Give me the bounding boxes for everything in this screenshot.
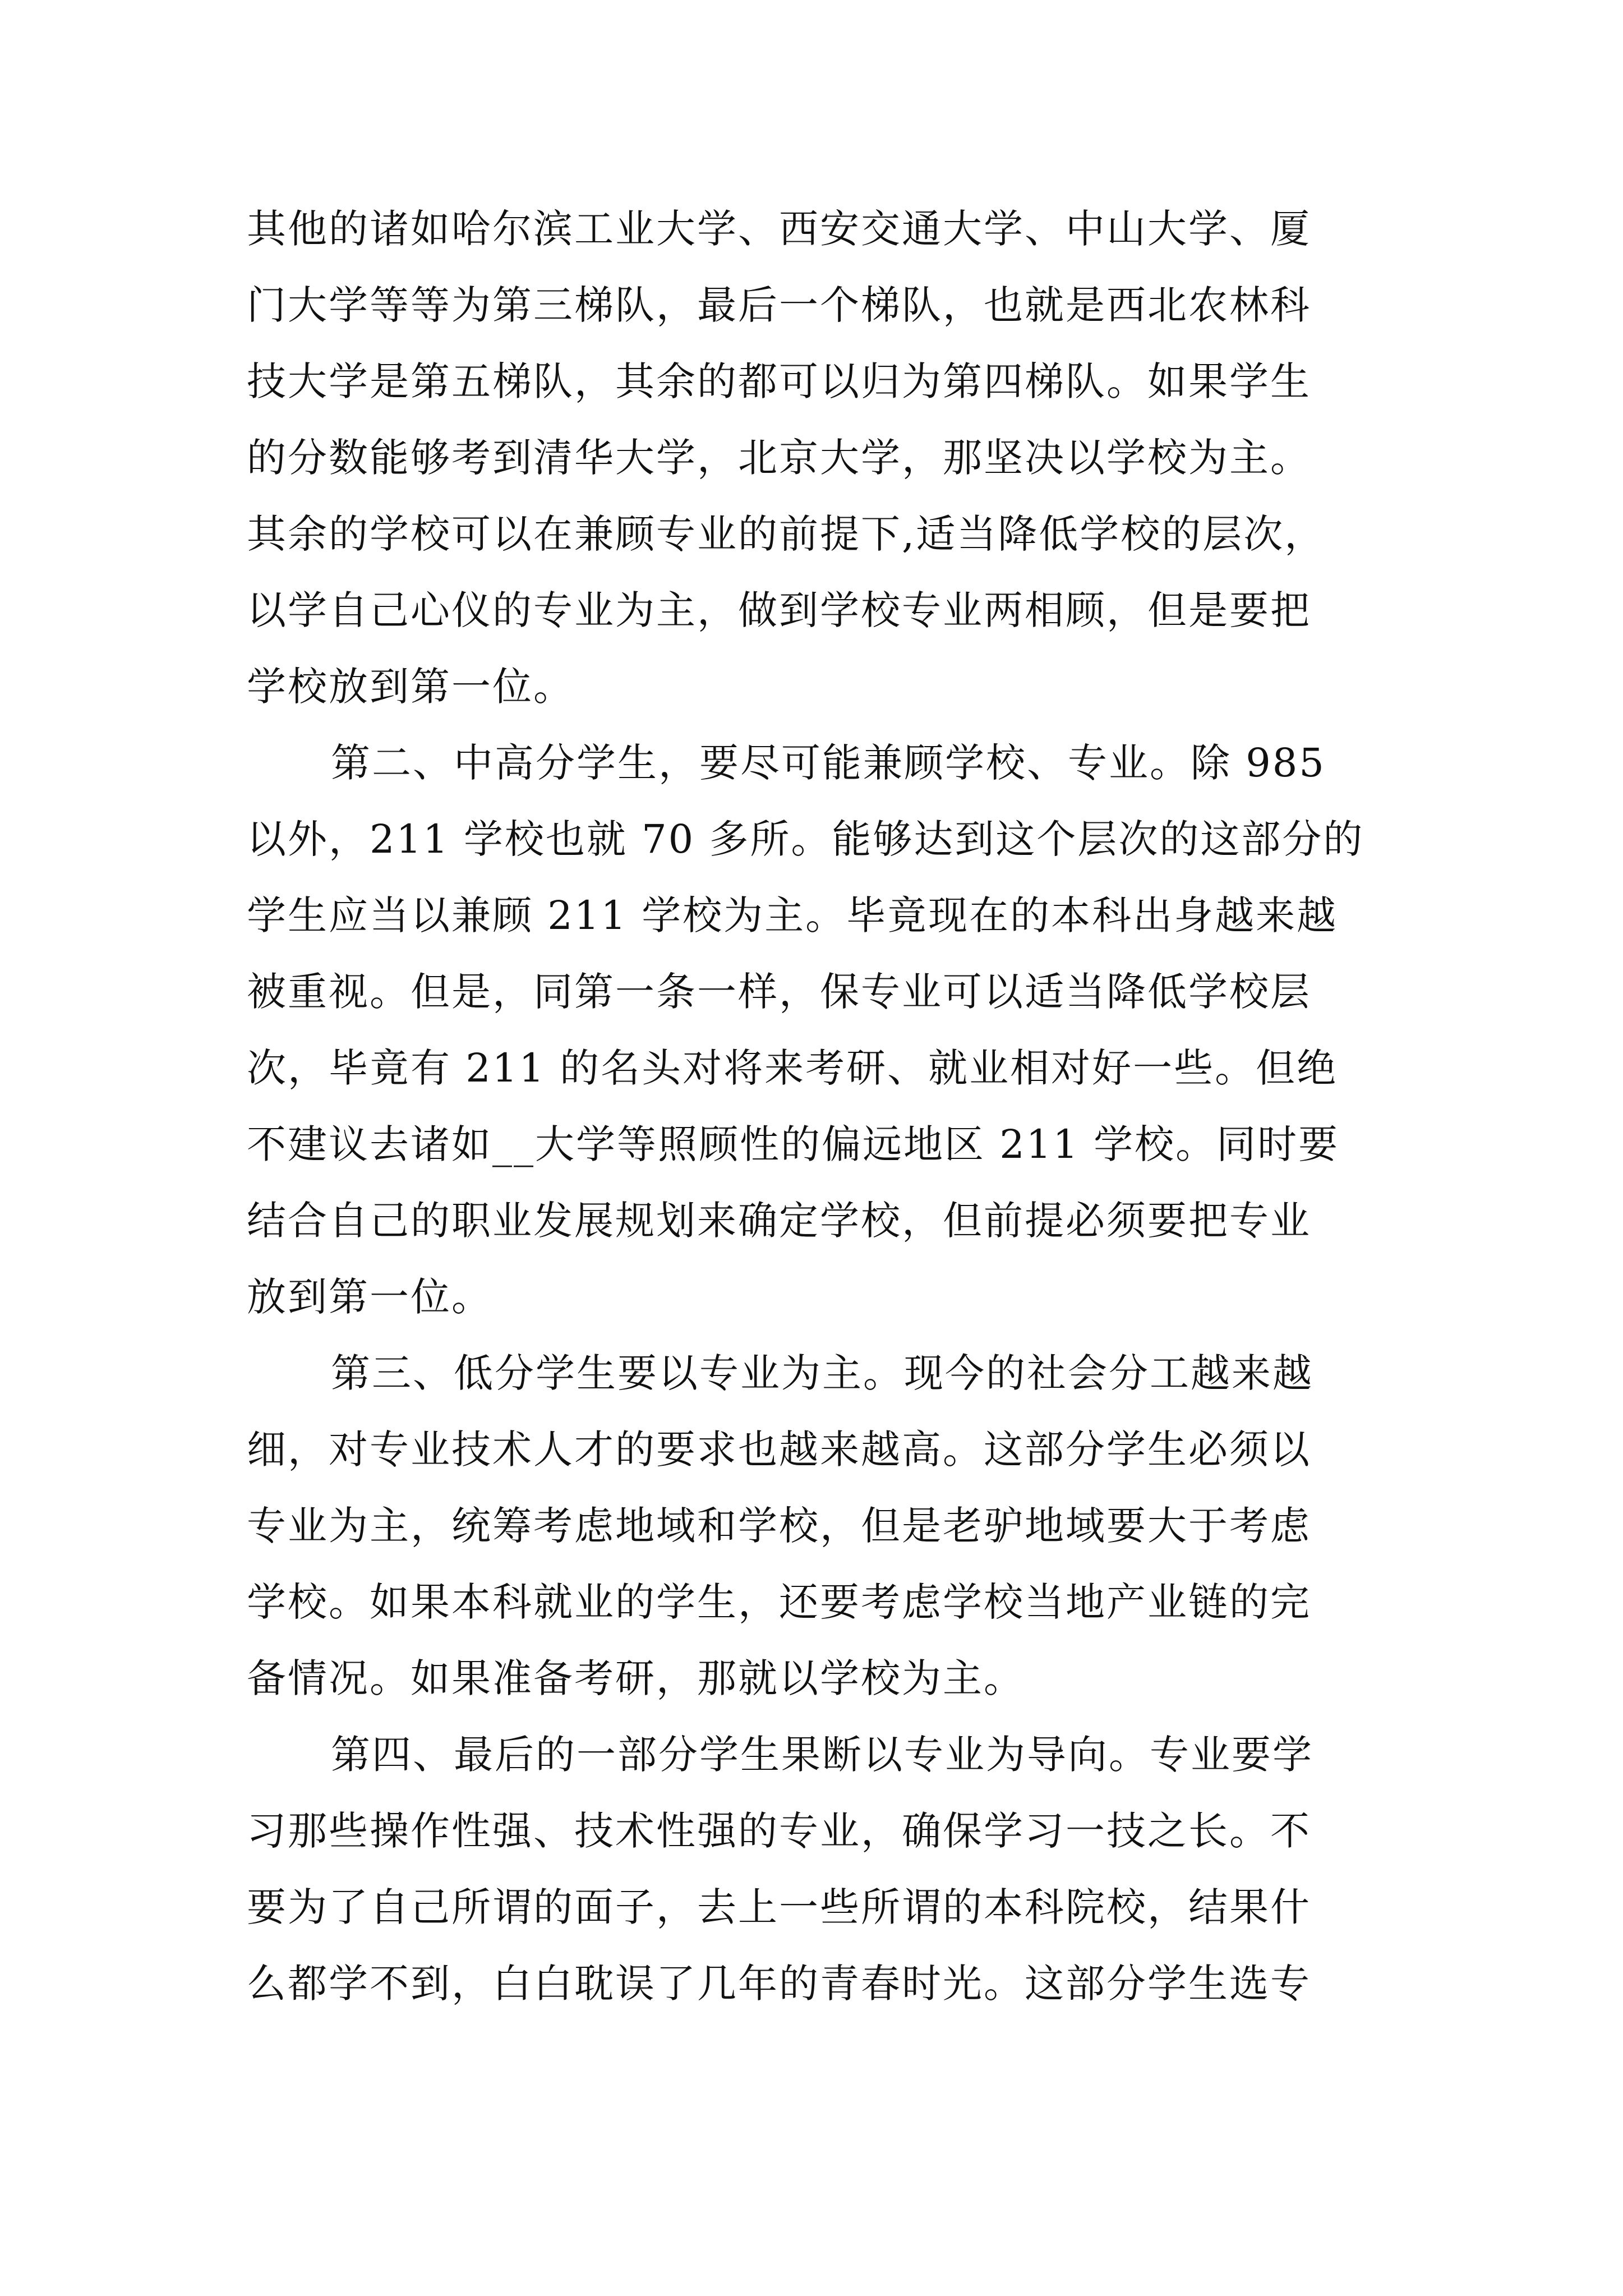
text-line: 不建议去诸如__大学等照顾性的偏远地区 211 学校。同时要 (247, 1121, 1340, 1167)
text-line: 学校放到第一位。 (247, 664, 574, 710)
text-line: 技大学是第五梯队，其余的都可以归为第四梯队。如果学生 (247, 358, 1311, 404)
text-line: 门大学等等为第三梯队，最后一个梯队，也就是西北农林科 (247, 282, 1311, 328)
text-line: 次，毕竟有 211 的名头对将来考研、就业相对好一些。但绝 (247, 1045, 1338, 1091)
paragraph-start-line: 第四、最后的一部分学生果断以专业为导向。专业要学 (331, 1732, 1313, 1778)
text-line: 结合自己的职业发展规划来确定学校，但前提必须要把专业 (247, 1198, 1311, 1244)
body-text (247, 202, 1402, 2033)
text-line: 以学自己心仪的专业为主，做到学校专业两相顾，但是要把 (247, 587, 1311, 633)
text-line: 学生应当以兼顾 211 学校为主。毕竟现在的本科出身越来越 (247, 892, 1338, 938)
text-line: 其余的学校可以在兼顾专业的前提下,适当降低学校的层次， (247, 511, 1326, 557)
text-line: 以外，211 学校也就 70 多所。能够达到这个层次的这部分的 (247, 816, 1364, 862)
text-line: 其他的诸如哈尔滨工业大学、西安交通大学、中山大学、厦 (247, 206, 1311, 252)
text-line: 放到第一位。 (247, 1274, 492, 1320)
text-line: 学校。如果本科就业的学生，还要考虑学校当地产业链的完 (247, 1579, 1311, 1625)
text-line: 习那些操作性强、技术性强的专业，确保学习一技之长。不 (247, 1808, 1311, 1854)
text-line: 专业为主，统筹考虑地域和学校，但是老驴地域要大于考虑 (247, 1503, 1311, 1549)
text-line: 备情况。如果准备考研，那就以学校为主。 (247, 1655, 1025, 1701)
text-line: 被重视。但是，同第一条一样，保专业可以适当降低学校层 (247, 969, 1311, 1015)
text-line: 要为了自己所谓的面子，去上一些所谓的本科院校，结果什 (247, 1884, 1311, 1930)
paragraph-start-line: 第三、低分学生要以专业为主。现今的社会分工越来越 (331, 1350, 1313, 1396)
text-line: 的分数能够考到清华大学，北京大学，那坚决以学校为主。 (247, 435, 1311, 481)
text-line: 细，对专业技术人才的要求也越来越高。这部分学生必须以 (247, 1427, 1311, 1473)
paragraph-start-line: 第二、中高分学生，要尽可能兼顾学校、专业。除 985 (331, 740, 1326, 786)
text-line: 么都学不到，白白耽误了几年的青春时光。这部分学生选专 (247, 1961, 1311, 2007)
